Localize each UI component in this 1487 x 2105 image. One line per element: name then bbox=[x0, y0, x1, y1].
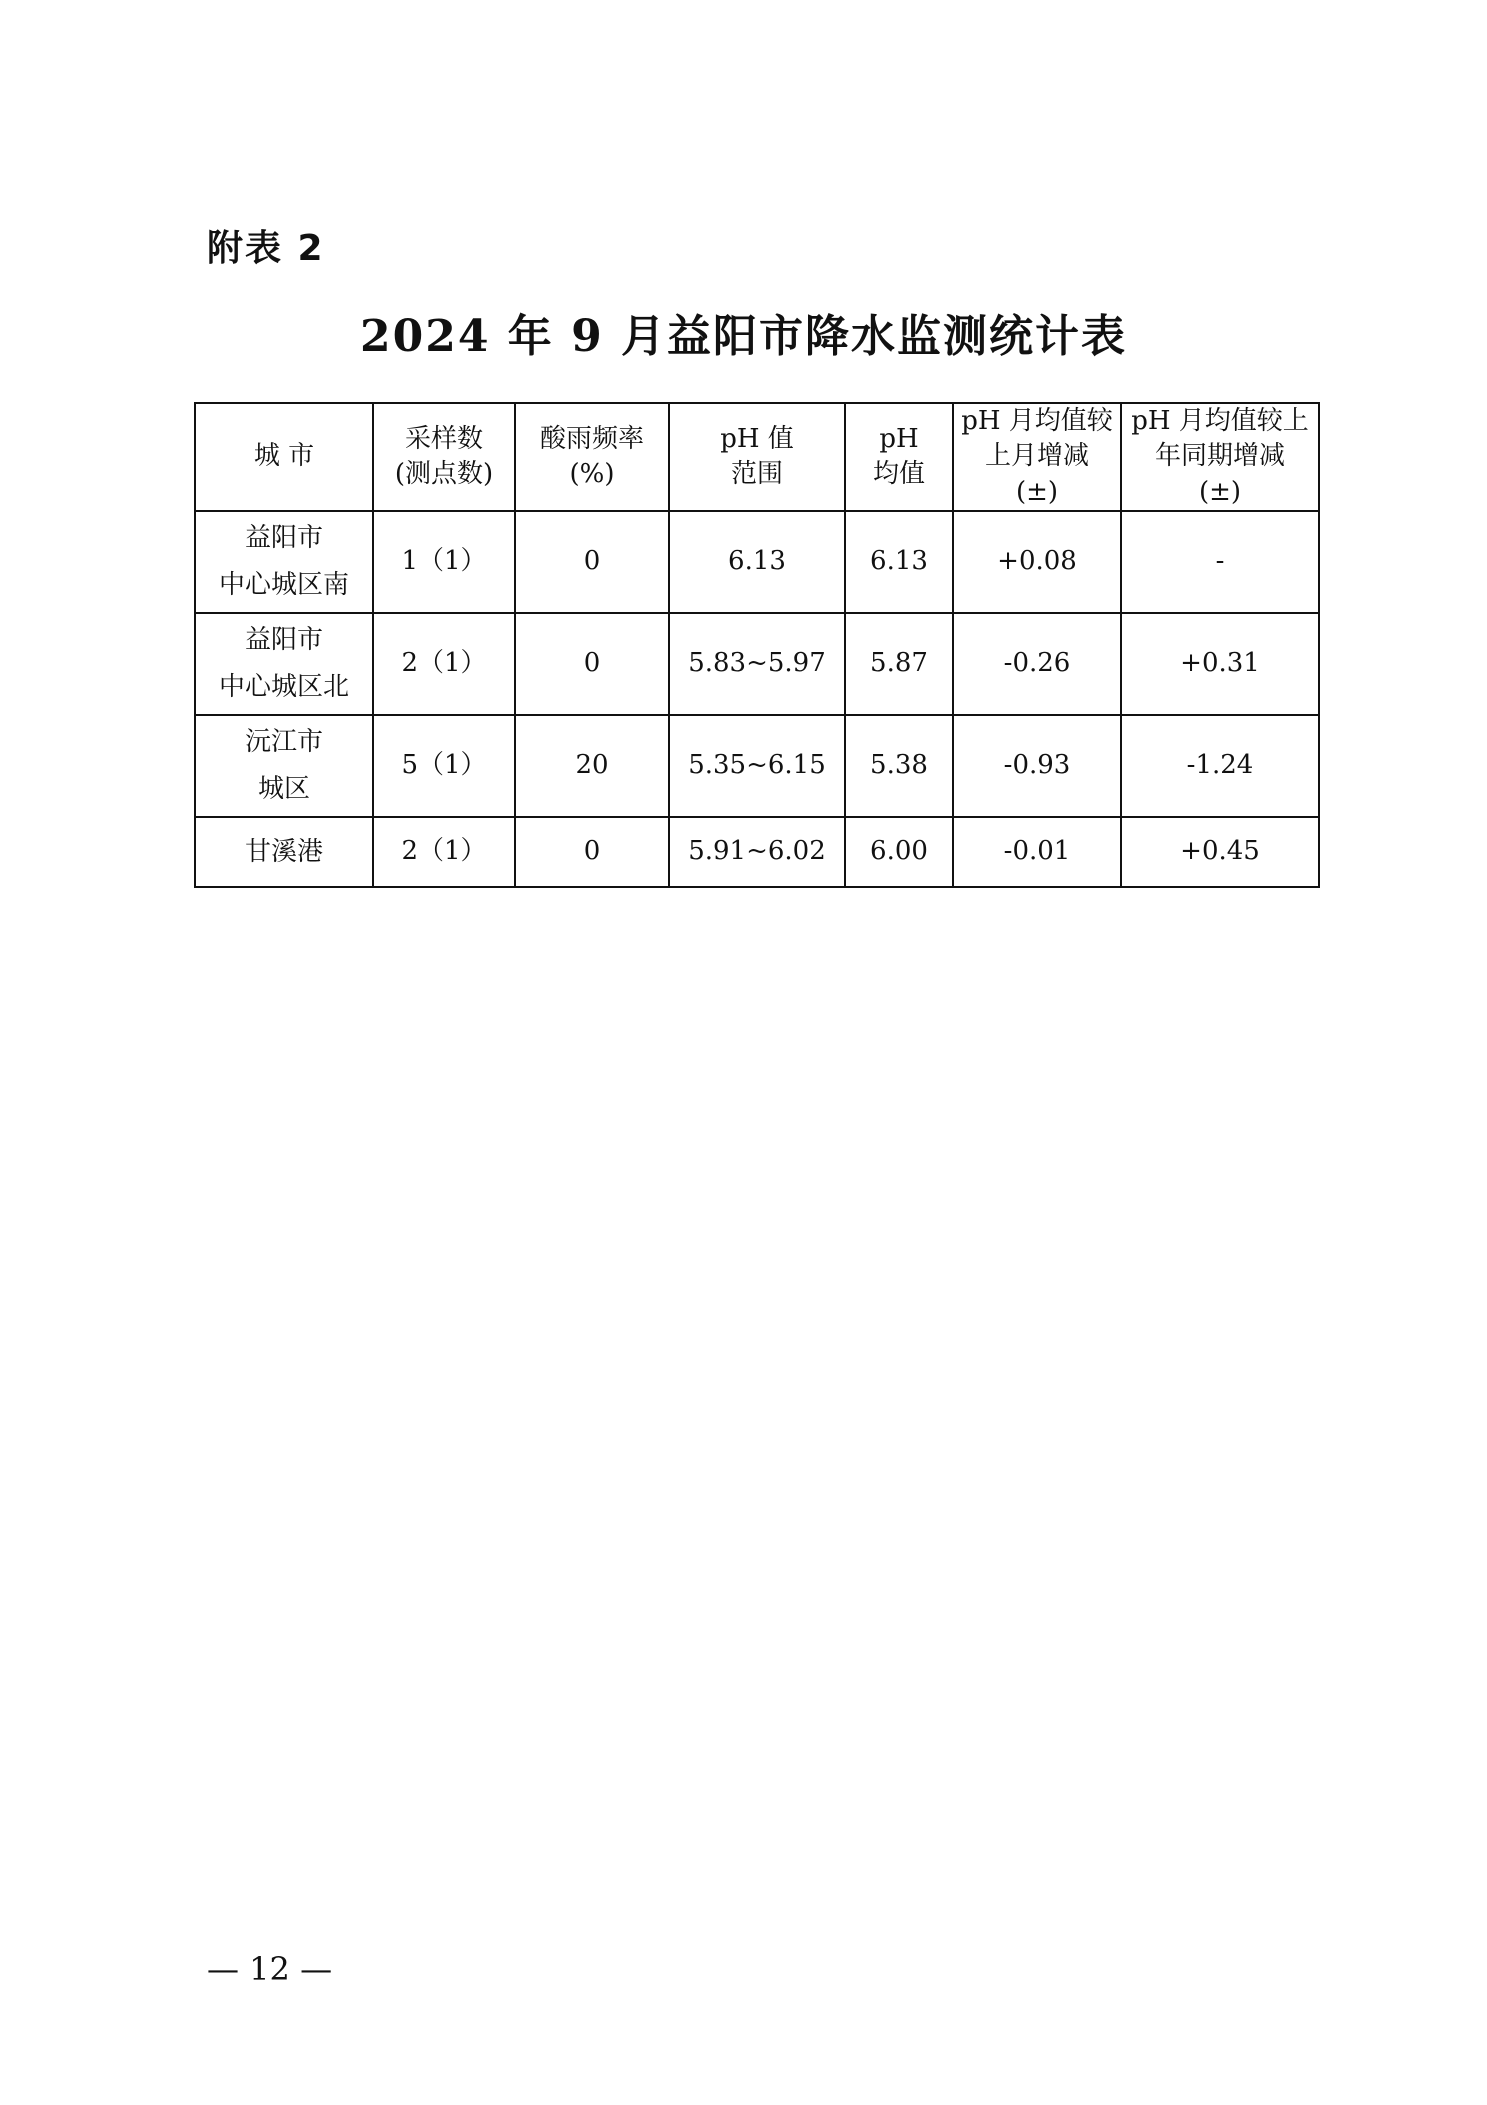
header-vs-last-year: pH 月均值较上 年同期增减 (±) bbox=[1121, 403, 1319, 511]
page-title: 2024 年 9 月益阳市降水监测统计表 bbox=[359, 311, 1128, 362]
table-header-row bbox=[195, 403, 1319, 511]
cell-ph-mean: 6.13 bbox=[845, 511, 953, 613]
header-samples: 采样数 (测点数) bbox=[373, 403, 515, 511]
cell-ph-range: 5.91~6.02 bbox=[669, 817, 845, 887]
cell-vs-last-year: +0.31 bbox=[1121, 613, 1319, 715]
cell-city: 益阳市 中心城区南 bbox=[195, 511, 373, 613]
cell-acid-rate: 0 bbox=[515, 511, 669, 613]
cell-city: 沅江市 城区 bbox=[195, 715, 373, 817]
cell-samples: 5（1） bbox=[373, 715, 515, 817]
cell-ph-mean: 6.00 bbox=[845, 817, 953, 887]
cell-city: 甘溪港 bbox=[195, 817, 373, 887]
cell-ph-range: 6.13 bbox=[669, 511, 845, 613]
header-city: 城 市 bbox=[195, 403, 373, 511]
cell-vs-last-year: - bbox=[1121, 511, 1319, 613]
cell-samples: 1（1） bbox=[373, 511, 515, 613]
cell-acid-rate: 0 bbox=[515, 817, 669, 887]
header-ph-range: pH 值 范围 bbox=[669, 403, 845, 511]
cell-vs-last-month: -0.26 bbox=[953, 613, 1121, 715]
cell-ph-mean: 5.38 bbox=[845, 715, 953, 817]
page-number: — 12 — bbox=[207, 1950, 333, 1988]
cell-acid-rate: 0 bbox=[515, 613, 669, 715]
header-vs-last-month: pH 月均值较 上月增减 (±) bbox=[953, 403, 1121, 511]
cell-city: 益阳市 中心城区北 bbox=[195, 613, 373, 715]
cell-vs-last-month: -0.93 bbox=[953, 715, 1121, 817]
cell-vs-last-month: +0.08 bbox=[953, 511, 1121, 613]
cell-acid-rate: 20 bbox=[515, 715, 669, 817]
header-ph-mean: pH 均值 bbox=[845, 403, 953, 511]
cell-vs-last-year: +0.45 bbox=[1121, 817, 1319, 887]
cell-ph-mean: 5.87 bbox=[845, 613, 953, 715]
cell-samples: 2（1） bbox=[373, 613, 515, 715]
table-row bbox=[195, 817, 1319, 887]
table-row bbox=[195, 613, 1319, 715]
appendix-label: 附表 2 bbox=[207, 228, 325, 269]
cell-ph-range: 5.35~6.15 bbox=[669, 715, 845, 817]
header-acid-rate: 酸雨频率 (%) bbox=[515, 403, 669, 511]
cell-samples: 2（1） bbox=[373, 817, 515, 887]
cell-ph-range: 5.83~5.97 bbox=[669, 613, 845, 715]
precipitation-stats-table bbox=[194, 402, 1320, 888]
table-row bbox=[195, 715, 1319, 817]
table-row bbox=[195, 511, 1319, 613]
cell-vs-last-year: -1.24 bbox=[1121, 715, 1319, 817]
cell-vs-last-month: -0.01 bbox=[953, 817, 1121, 887]
